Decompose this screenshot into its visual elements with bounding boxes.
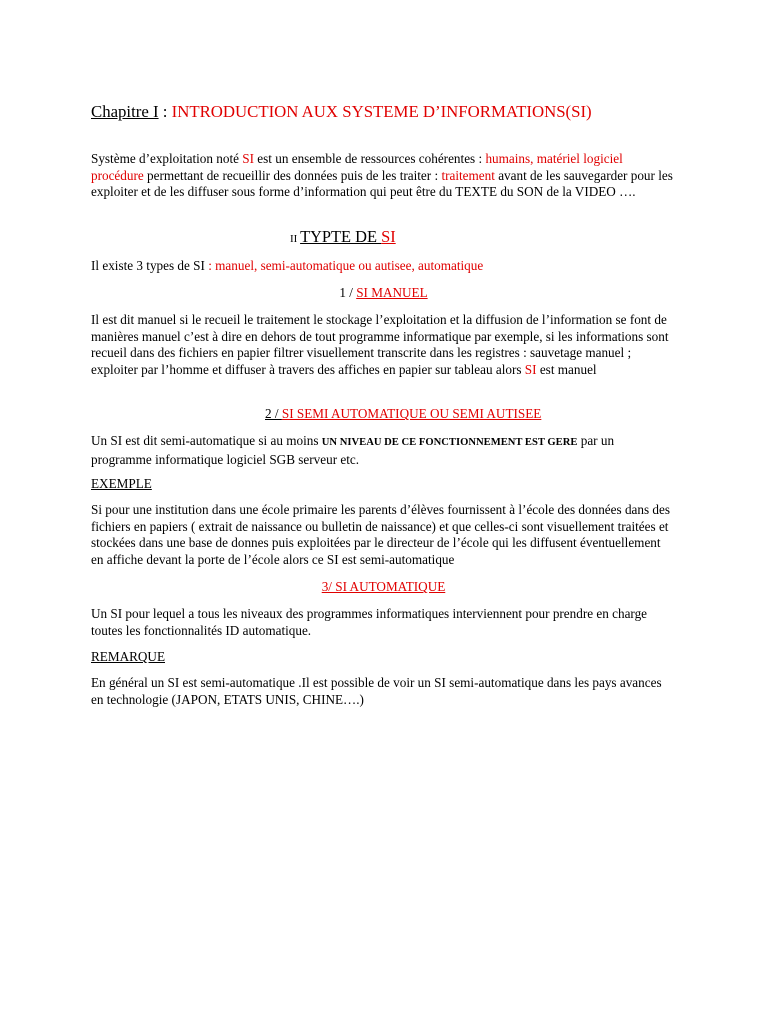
example-paragraph: Si pour une institution dans une école primaire les parents d’élèves fournissent à l’école des données dans des fichiers en papiers ( extrait de naissance ou bulletin de naissance) et que celles-ci sont visuellement traitées et stockées dans une base de donnes puis exploitées par le directeur de l’école qui les diffusent éventuellement en affiche devant la porte de l’école alors ce SI est semi-automatique [91,502,670,567]
semi-text-1: Un SI est dit semi-automatique si au moins [91,433,322,448]
intro-paragraph [91,151,676,201]
semi-emphasis: UN NIVEAU DE CE FONCTIONNEMENT EST GERE [321,437,578,448]
section-types-heading [290,227,396,249]
chapter-colon: : [158,102,172,121]
semi-number: 2 / [265,406,282,421]
auto-heading [91,579,676,596]
types-list: : manuel, semi-automatique ou autisee, automatique [204,258,484,273]
remark-label [91,649,676,666]
remark-title: REMARQUE [91,649,165,664]
section-number: II [290,233,301,245]
types-text: Il existe 3 types de SI [91,258,205,273]
chapter-title [91,102,592,122]
manuel-title: SI MANUEL [356,285,428,300]
remark-paragraph: En général un SI est semi-automatique .Il est possible de voir un SI semi-automatique dans les pays avances en technologie (JAPON, ETATS UNIS, CHINE….) [91,675,662,707]
manuel-text: Il est dit manuel si le recueil le traitement le stockage l’exploitation et la diffusion de l’information se font de manières manuel c’est à dire en dehors de tout programme informatique par exemple, si les informations sont recueil dans des fichiers en papier filtrer visuellement transcrite dans les registres : sauvetage manuel ; exploiter par l’homme et diffuser à travers des affiches en papier sur tableau alors [91,312,669,377]
manuel-si: SI [524,361,537,377]
intro-text-7: avant de les sauvegarder pour les exploiter et de les diffuser sous forme d’information qui peut être du TEXTE du SON de la VIDEO …. [91,167,673,200]
auto-title: 3/ SI AUTOMATIQUE [321,579,446,594]
example-title: EXEMPLE [91,476,152,491]
manuel-paragraph [91,312,676,378]
semi-text-3: par un programme informatique logiciel SGB serveur etc. [91,433,615,467]
manuel-number: 1 / [339,285,357,300]
intro-text-5: permettant de recueillir des données puis de les traiter : [143,167,442,183]
types-paragraph [91,258,676,275]
chapter-label: Chapitre I [91,102,159,121]
intro-text-3: est un ensemble de ressources cohérentes : [254,151,486,166]
semi-paragraph [91,433,676,468]
manuel-text-end: est manuel [536,361,597,377]
section-si: SI [381,227,396,246]
intro-traitement: traitement [441,167,495,183]
auto-paragraph: Un SI pour lequel a tous les niveaux des programmes informatiques interviennent pour prendre en charge toutes les fonctionnalités ID automatique. [91,606,648,638]
intro-resources: humains, matériel logiciel procédure [91,151,623,183]
intro-si: SI [242,151,254,166]
example-label [91,476,676,493]
semi-heading [265,406,685,423]
chapter-heading: INTRODUCTION AUX SYSTEME D’INFORMATIONS(SI) [171,102,592,121]
manuel-heading [91,285,676,302]
intro-text-1: Système d’exploitation noté [91,151,243,166]
section-label: TYPTE DE [300,227,382,246]
semi-title: SI SEMI AUTOMATIQUE OU SEMI AUTISEE [281,406,542,421]
